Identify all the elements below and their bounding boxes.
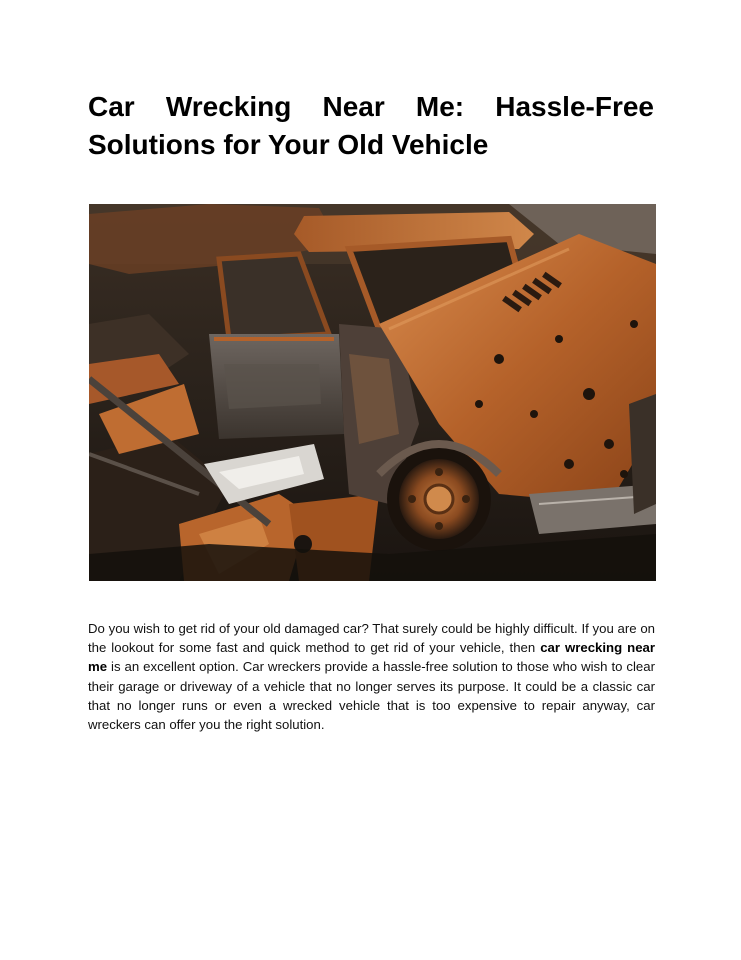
wheel (387, 447, 491, 551)
paragraph-text-before: Do you wish to get rid of your old damaged car? That surely could be highly difficult. If you are on the lookout for some fast and quick method to get rid of your vehicle, then (88, 621, 655, 656)
paragraph-text-after: is an excellent option. Car wreckers provide a hassle-free solution to those who wish to clear their garage or driveway of a vehicle that no longer serves its purpose. It could be a classic car that no longer runs or even a wrecked vehicle that is too expensive to repair anyway, car wreckers can offer you the right solution. (88, 659, 655, 733)
intro-paragraph (88, 619, 655, 734)
keyword-car-wrecking-near-me: car wrecking near me (88, 640, 655, 675)
page-title: Car Wrecking Near Me: Hassle-Free Solutions for Your Old Vehicle (88, 91, 654, 160)
wrecked-car-photo (89, 204, 656, 581)
wrecked-car-illustration (89, 204, 656, 581)
